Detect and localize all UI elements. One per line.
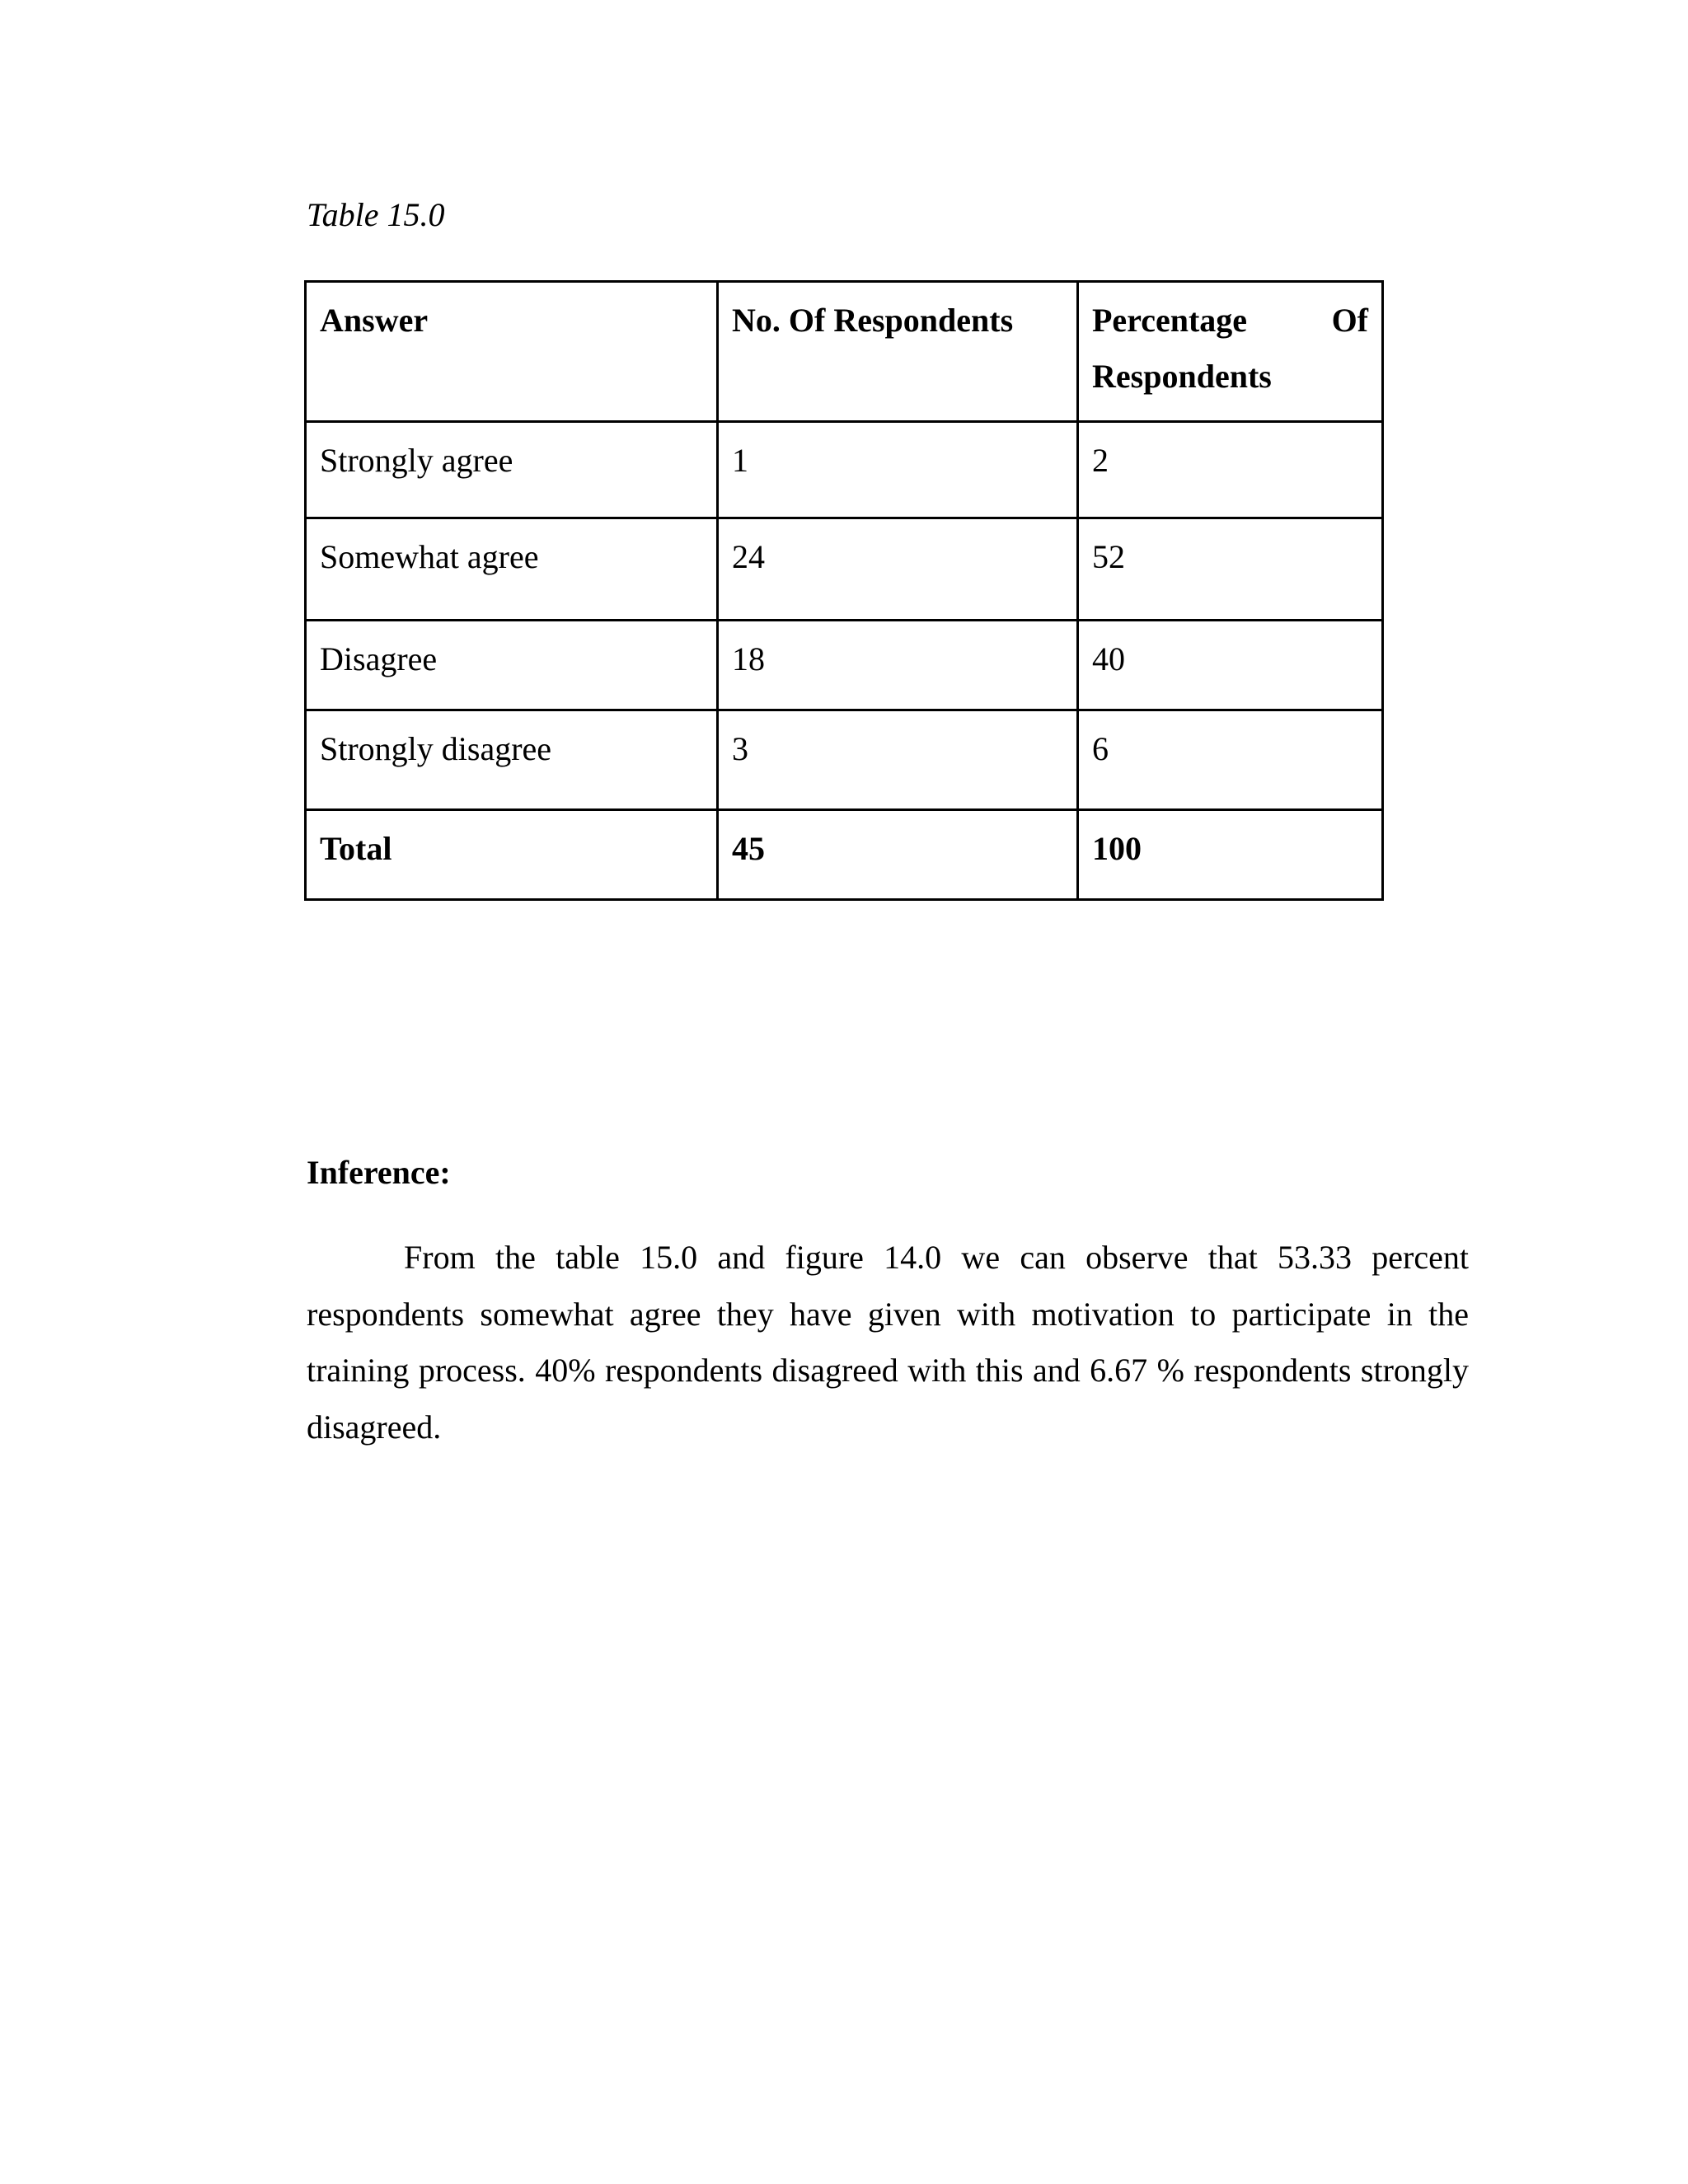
- respondents-table: [304, 280, 1384, 901]
- answer-cell: Strongly disagree: [306, 710, 718, 810]
- percentage-cell: 52: [1078, 518, 1383, 621]
- header-percentage-line2: Respondents: [1092, 358, 1272, 395]
- inference-paragraph: From the table 15.0 and figure 14.0 we can observe that 53.33 percent respondents somewhat agree they have given with motivation to participate in the training process. 40% respondents disagreed with this and 6.67 % respondents strongly disagreed.: [307, 1239, 1469, 1446]
- table-caption: Table 15.0: [307, 196, 445, 233]
- percentage-cell: 40: [1078, 621, 1383, 710]
- table-row: [306, 710, 1383, 810]
- answer-cell: Disagree: [306, 621, 718, 710]
- table-row: [306, 422, 1383, 518]
- count-cell: 24: [718, 518, 1078, 621]
- table-row: [306, 518, 1383, 621]
- percentage-cell: 6: [1078, 710, 1383, 810]
- total-count-cell: 45: [718, 810, 1078, 900]
- table-row: [306, 621, 1383, 710]
- header-percentage: [1078, 282, 1383, 422]
- header-percentage-line1: Percentage Of: [1092, 302, 1368, 339]
- count-cell: 18: [718, 621, 1078, 710]
- inference-heading: Inference:: [307, 1154, 451, 1191]
- total-percentage-cell: 100: [1078, 810, 1383, 900]
- count-cell: 3: [718, 710, 1078, 810]
- header-count: No. Of Respondents: [718, 282, 1078, 422]
- answer-cell: Strongly agree: [306, 422, 718, 518]
- header-answer: Answer: [306, 282, 718, 422]
- answer-cell: Somewhat agree: [306, 518, 718, 621]
- count-cell: 1: [718, 422, 1078, 518]
- table-header-row: [306, 282, 1383, 422]
- table-total-row: [306, 810, 1383, 900]
- percentage-cell: 2: [1078, 422, 1383, 518]
- total-label-cell: Total: [306, 810, 718, 900]
